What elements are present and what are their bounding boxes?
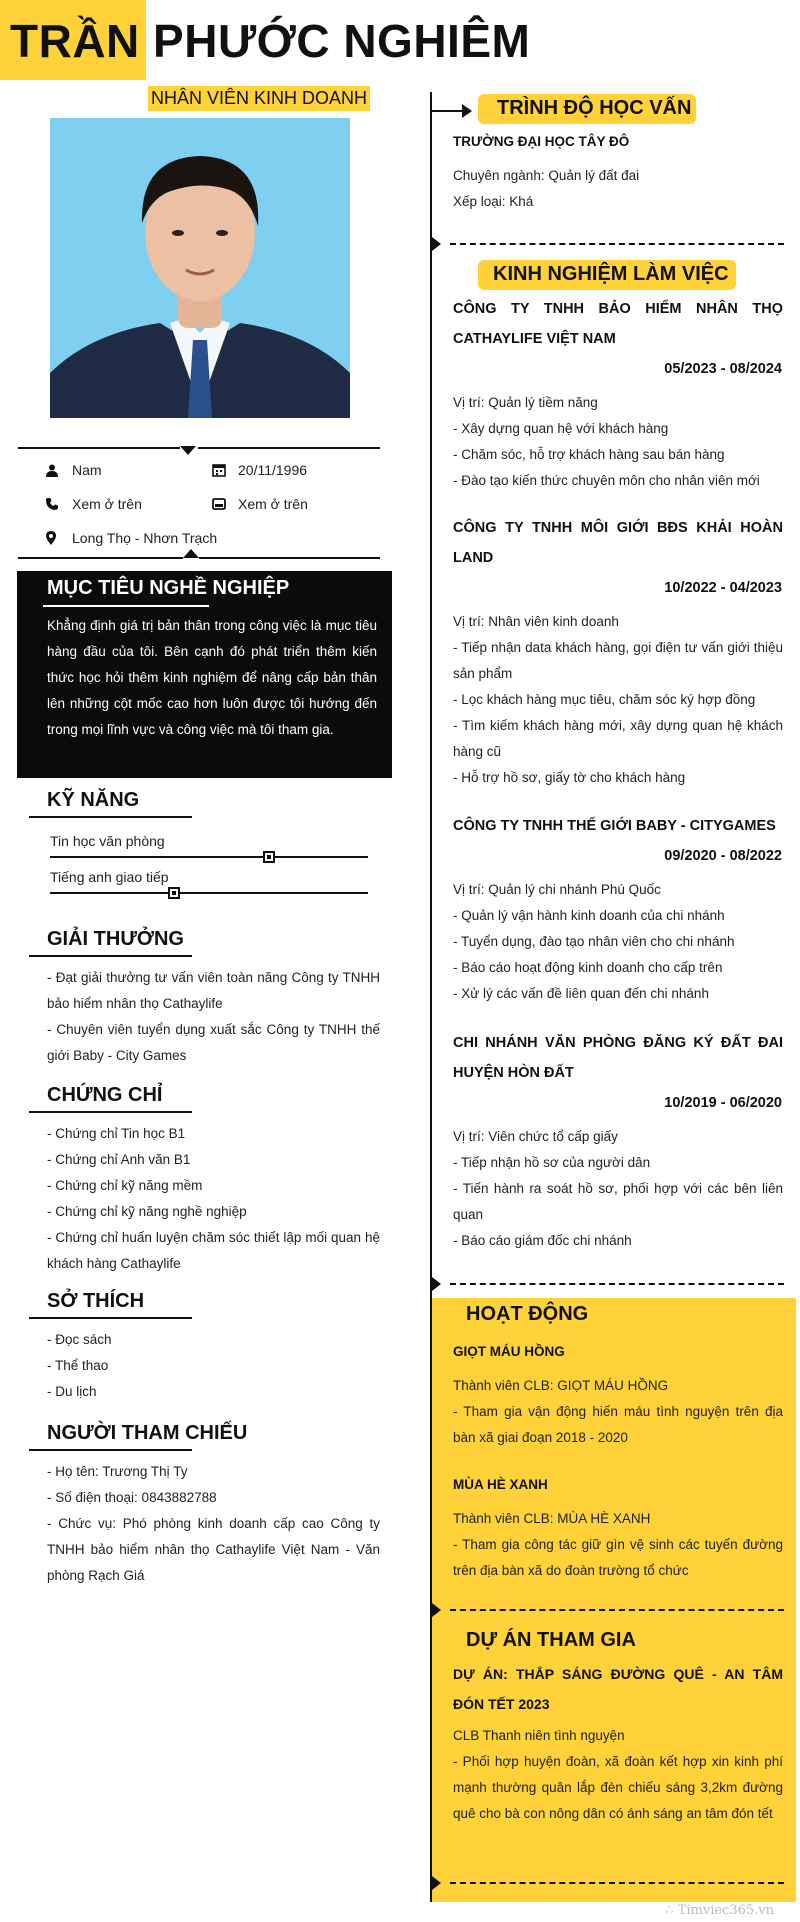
experience-details [453,877,783,1007]
projects-title: DỰ ÁN THAM GIA [466,1629,636,1651]
calendar-icon [212,463,238,477]
hobby-item: - Đọc sách [47,1332,112,1347]
timeline-marker [432,1277,441,1291]
experience-detail-line: - Lọc khách hàng mục tiêu, chăm sóc ký hợp đồng [453,692,756,707]
project-details [453,1723,783,1827]
skill-label: Tin học văn phòng [50,833,165,849]
career-objective-title: MỤC TIÊU NGHỀ NGHIỆP [47,577,290,599]
experience-period: 10/2022 - 04/2023 [664,580,782,596]
job-title: NHÂN VIÊN KINH DOANH [148,86,370,111]
certificate-item: - Chứng chỉ kỹ năng nghề nghiệp [47,1204,247,1219]
experience-period: 09/2020 - 08/2022 [664,848,782,864]
skill-label: Tiếng anh giao tiếp [50,869,169,885]
activity-detail-line: - Tham gia công tác giữ gìn vệ sinh các tuyến đường trên địa bàn xã do đoàn trường tổ chức [453,1537,783,1578]
certificates-underline [29,1111,192,1113]
experience-details [453,390,783,494]
career-objective-underline [43,605,209,607]
activity-details [453,1373,783,1451]
timeline-marker [432,1603,441,1617]
education-major: Chuyên ngành: Quản lý đất đai [453,168,640,183]
experience-company: CÔNG TY TNHH MÔI GIỚI BĐS KHẢI HOÀN LAND [453,520,783,566]
skills-underline [29,816,192,818]
contact-top-line-right [198,447,380,449]
profile-photo [50,118,350,418]
experience-period: 10/2019 - 06/2020 [664,1095,782,1111]
watermark [665,1903,774,1918]
certificate-item: - Chứng chỉ huấn luyện chăm sóc thiết lập mối quan hệ khách hàng Cathaylife [47,1230,380,1271]
certificate-item: - Chứng chỉ Tin học B1 [47,1126,186,1141]
email-icon [212,498,238,510]
timeline-marker [432,237,441,251]
reference-item: - Họ tên: Trương Thị Ty [47,1464,188,1479]
experience-detail-line: - Tiến hành ra soát hồ sơ, phối hợp với các bên liên quan [453,1181,783,1222]
experience-period: 05/2023 - 08/2024 [664,361,782,377]
contact-email: Xem ở trên [212,496,308,512]
contact-address: Long Thọ - Nhơn Trạch [46,530,217,546]
contact-bottom-line-left [18,557,183,559]
experience-company: CHI NHÁNH VĂN PHÒNG ĐĂNG KÝ ĐẤT ĐAI HUYỆN HÒN ĐẤT [453,1035,783,1081]
experience-detail-line: - Xây dựng quan hệ với khách hàng [453,421,669,436]
section-divider [450,1283,784,1285]
experience-company: CÔNG TY TNHH BẢO HIỂM NHÂN THỌ CATHAYLIFE VIỆT NAM [453,301,783,347]
experience-detail-line: - Tìm kiếm khách hàng mới, xây dựng quan hệ khách hàng cũ [453,718,783,759]
contact-bottom-line-right [199,557,380,559]
experience-detail-line: Vị trí: Quản lý tiềm năng [453,395,598,410]
timeline-arrow-icon [430,100,474,122]
certificates-title: CHỨNG CHỈ [47,1084,163,1106]
experience-company: CÔNG TY TNHH THẾ GIỚI BABY - CITYGAMES [453,818,776,834]
awards-item: - Chuyên viên tuyển dụng xuất sắc Công ty TNHH thế giới Baby - City Games [47,1022,380,1063]
contact-gender: Nam [46,462,102,478]
hobbies-title: SỞ THÍCH [47,1290,145,1312]
experience-detail-line: - Tiếp nhận hồ sơ của người dân [453,1155,651,1170]
experience-details [453,1124,783,1254]
reference-underline [29,1449,192,1451]
skills-title: KỸ NĂNG [47,789,140,811]
experience-detail-line: - Báo cáo hoạt động kinh doanh cho cấp trên [453,960,723,975]
activity-name: GIỌT MÁU HỒNG [453,1344,565,1359]
awards-title: GIẢI THƯỞNG [47,928,184,950]
activity-detail-line: Thành viên CLB: MÙA HÈ XANH [453,1511,651,1526]
experience-title: KINH NGHIỆM LÀM VIỆC [493,263,729,285]
certificate-item: - Chứng chỉ Anh văn B1 [47,1152,191,1167]
experience-details [453,609,783,791]
experience-detail-line: Vị trí: Viên chức tổ cấp giấy [453,1129,618,1144]
timeline-marker [432,1876,441,1890]
awards-item: - Đạt giải thưởng tư vấn viên toàn năng Công ty TNHH bảo hiểm nhân thọ Cathaylife [47,970,380,1011]
activity-detail-line: Thành viên CLB: GIỌT MÁU HỒNG [453,1378,669,1393]
experience-detail-line: - Hỗ trợ hồ sơ, giấy tờ cho khách hàng [453,770,686,785]
experience-detail-line: - Đào tạo kiến thức chuyên môn cho nhân viên mới [453,473,760,488]
activity-name: MÙA HÈ XANH [453,1477,548,1492]
contact-birthday: 20/11/1996 [212,462,307,478]
reference-item: - Chức vụ: Phó phòng kinh doanh cấp cao Công ty TNHH bảo hiểm nhân thọ Cathaylife Việt Nam - Văn phòng Rạch Giá [47,1516,380,1583]
section-divider [450,1882,784,1884]
contact-top-marker [180,446,196,455]
skill-track [50,892,368,894]
education-school: TRƯỜNG ĐẠI HỌC TÂY ĐÔ [453,134,630,149]
career-objective-text: Khẳng định giá trị bản thân trong công việc là mục tiêu hàng đầu của tôi. Bên cạnh đó phát triển thêm kiến thức học hỏi thêm kinh nghiệm để nâng cấp bản thân lên những cột mốc cao hơn luôn được tôi hướng đến trong mọi lĩnh vực và công việc mà tôi tham gia. [47,618,377,737]
activities-title: HOẠT ĐỘNG [466,1303,589,1325]
watermark-text: Timviec365.vn [677,1903,774,1918]
contact-bottom-marker [183,549,199,558]
awards-underline [29,955,192,957]
experience-detail-line: Vị trí: Nhân viên kinh doanh [453,614,619,629]
reference-title: NGƯỜI THAM CHIẾU [47,1422,248,1444]
skill-track [50,856,368,858]
project-detail-line: CLB Thanh niên tình nguyện [453,1728,625,1743]
certificate-item: - Chứng chỉ kỹ năng mềm [47,1178,203,1193]
section-divider [450,243,784,245]
timeline-line [430,92,432,1902]
experience-detail-line: - Tiếp nhận data khách hàng, gọi điện tư vấn giới thiệu sản phẩm [453,640,783,681]
experience-detail-line: - Chăm sóc, hỗ trợ khách hàng sau bán hàng [453,447,725,462]
skill-level-knob [263,851,275,863]
section-divider [450,1609,784,1611]
career-objective-box [17,571,392,778]
candidate-name: TRẦN PHƯỚC NGHIÊM [10,15,531,67]
hobbies-underline [29,1317,192,1319]
project-name: DỰ ÁN: THẮP SÁNG ĐƯỜNG QUÊ - AN TÂM ĐÓN TẾT 2023 [453,1666,783,1712]
activity-detail-line: - Tham gia vận động hiến máu tình nguyện trên địa bàn xã giai đoạn 2018 - 2020 [453,1404,783,1445]
map-marker-icon [46,531,72,545]
experience-detail-line: - Tuyển dụng, đào tạo nhân viên cho chi nhánh [453,934,735,949]
education-title: TRÌNH ĐỘ HỌC VẤN [497,97,692,119]
project-detail-line: - Phối hợp huyện đoàn, xã đoàn kết hợp xin kinh phí mạnh thường quân lắp đèn chiếu sáng 3,2km đường quê cho bà con nông dân có ánh sáng an tâm đón tết [453,1754,783,1821]
education-grade: Xếp loại: Khá [453,194,534,209]
hobby-item: - Thể thao [47,1358,109,1373]
hobby-item: - Du lịch [47,1384,97,1399]
contact-top-line-left [18,447,180,449]
experience-detail-line: Vị trí: Quản lý chi nhánh Phú Quốc [453,882,661,897]
reference-item: - Số điện thoại: 0843882788 [47,1490,217,1505]
phone-icon [46,498,72,510]
experience-detail-line: - Báo cáo giám đốc chi nhánh [453,1233,632,1248]
contact-phone: Xem ở trên [46,496,142,512]
user-icon [46,464,72,477]
skill-level-knob [168,887,180,899]
activity-details [453,1506,783,1584]
experience-detail-line: - Xử lý các vấn đề liên quan đến chi nhánh [453,986,709,1001]
watermark-icon: ∴ [665,1903,678,1918]
experience-detail-line: - Quản lý vận hành kinh doanh của chi nhánh [453,908,725,923]
